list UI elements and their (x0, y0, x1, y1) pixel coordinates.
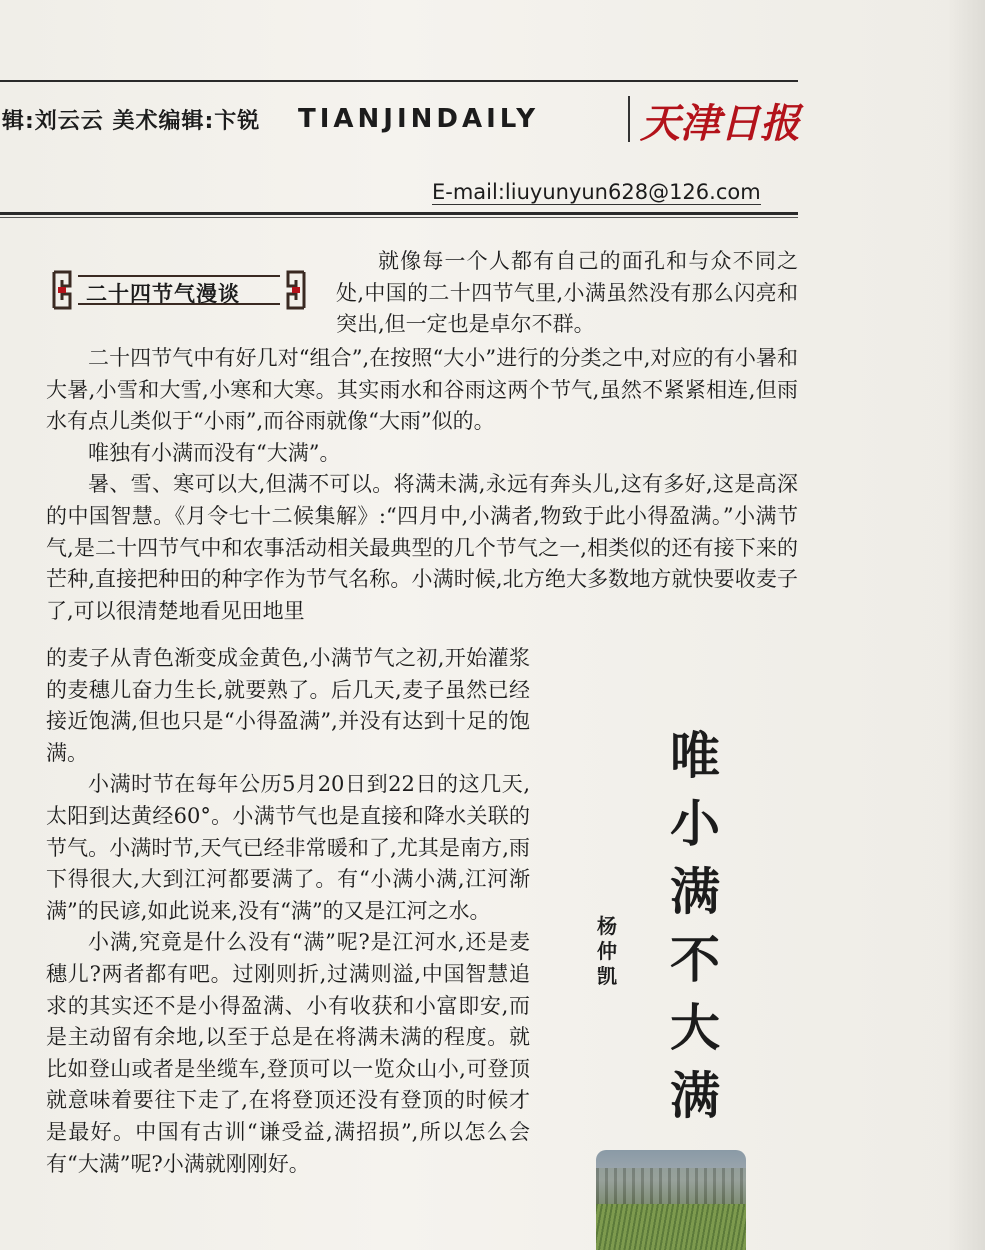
article-body-wide (46, 343, 798, 627)
title-char: 不 (670, 931, 720, 989)
paragraph-3b: 的麦子从青色渐变成金黄色,小满节气之初,开始灌浆的麦穗儿奋力生长,就要熟了。后几天,麦子虽然已经接近饱满,但也只是“小得盈满”,并没有达到十足的饱满。 (46, 646, 530, 765)
title-char: 大 (670, 999, 720, 1057)
photo-wheat (596, 1204, 746, 1250)
photo-trees (596, 1168, 746, 1208)
masthead-english: TIANJINDAILY (298, 104, 540, 134)
paragraph-4: 小满时节在每年公历5月20日到22日的这几天,太阳到达黄经60°。小满节气也是直接和降水关联的节气。小满时节,天气已经非常暖和了,尤其是南方,雨下得很大,大到江河都要满了。有“小满小满,江河渐满”的民谚,如此说来,没有“满”的又是江河之水。 (46, 772, 530, 923)
author-char: 仲 (597, 939, 617, 963)
column-title: 二十四节气漫谈 (86, 281, 240, 306)
paragraph-1: 二十四节气中有好几对“组合”,在按照“大小”进行的分类之中,对应的有小暑和大暑,小雪和大雪,小寒和大寒。其实雨水和谷雨这两个节气,虽然不紧紧相连,但雨水有点儿类似于“小雨”,而谷雨就像“大雨”似的。 (46, 346, 798, 434)
paragraph-3a: 暑、雪、寒可以大,但满不可以。将满未满,永远有奔头儿,这有多好,这是高深的中国智慧。《月令七十二候集解》:“四月中,小满者,物致于此小得盈满。”小满节气,是二十四节气中和农事活动相关最典型的几个节气之一,相类似的还有接下来的芒种,直接把种田的种字作为节气名称。小满时候,北方绝大多数地方就快要收麦子了,可以很清楚地看见田地里 (46, 472, 798, 623)
title-char: 满 (670, 863, 720, 921)
article-author-vertical (593, 914, 621, 989)
wheat-field-photo (596, 1150, 746, 1250)
paragraph-2: 唯独有小满而没有“大满”。 (88, 440, 341, 465)
masthead-divider (628, 96, 630, 142)
masthead-chinese-logo: 天津日报 (640, 100, 800, 147)
author-char: 杨 (597, 914, 617, 938)
title-char: 满 (670, 1067, 720, 1125)
author-char: 凯 (597, 964, 617, 988)
paragraph-5: 小满,究竟是什么没有“满”呢?是江河水,还是麦穗儿?两者都有吧。过刚则折,过满则溢,中国智慧追求的其实还不是小得盈满、小有收获和小富即安,而是主动留有余地,以至于总是在将满未满的程度。就比如登山或者是坐缆车,登顶可以一览众山小,可登顶就意味着要往下走了,在将登顶还没有登顶的时候才是最好。中国有古训“谦受益,满招损”,所以怎么会有“大满”呢?小满就刚刚好。 (46, 930, 530, 1176)
article-body-narrow (46, 643, 530, 1180)
header-top-rule (0, 80, 798, 82)
header-bottom-rule (0, 212, 798, 215)
article-title-vertical (660, 722, 730, 1130)
editor-email: E-mail:liuyunyun628@126.com (432, 180, 761, 204)
article-intro (336, 246, 798, 341)
intro-paragraph: 就像每一个人都有自己的面孔和与众不同之处,中国的二十四节气里,小满虽然没有那么闪亮和突出,但一定也是卓尔不群。 (336, 249, 798, 337)
editor-credits: 辑:刘云云 美术编辑:卞锐 (2, 109, 261, 134)
title-char: 唯 (670, 727, 720, 785)
title-char: 小 (670, 795, 720, 853)
header-bottom-thin-rule (0, 217, 798, 218)
page-edge-shadow (946, 0, 985, 1250)
